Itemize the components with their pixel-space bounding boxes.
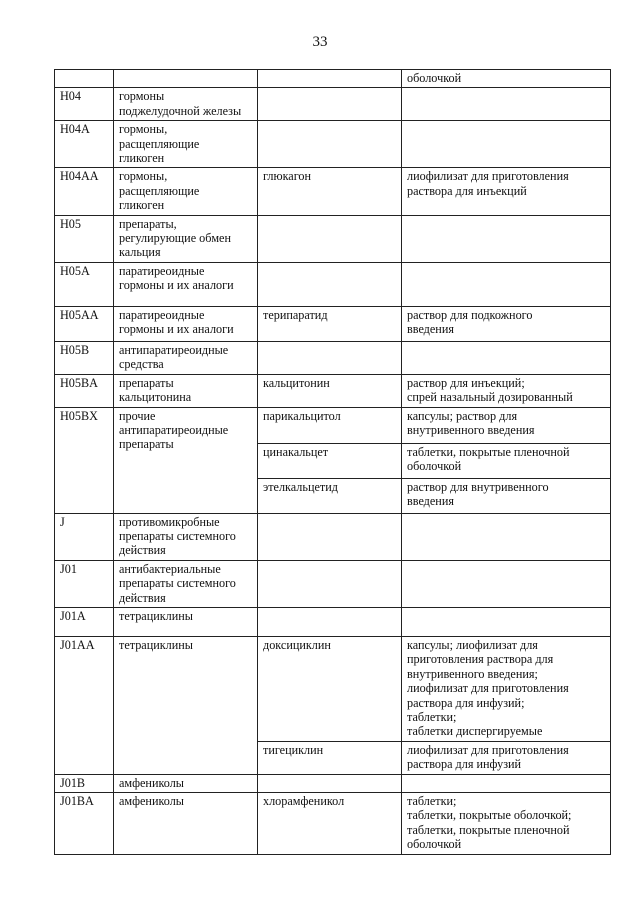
table-row — [55, 262, 611, 306]
atc-code-cell — [55, 70, 114, 88]
atc-group-cell: амфениколы — [114, 774, 258, 792]
atc-group-cell: гормоны поджелудочной железы — [114, 88, 258, 121]
drug-name-cell: терипаратид — [258, 306, 402, 341]
atc-group-cell: гормоны, расщепляющие гликоген — [114, 121, 258, 168]
atc-code-cell: J01B — [55, 774, 114, 792]
drug-name-cell — [258, 262, 402, 306]
drug-name-cell — [258, 607, 402, 636]
drug-name-cell — [258, 215, 402, 262]
table-row — [55, 793, 611, 855]
atc-code-cell: J01A — [55, 607, 114, 636]
dosage-form-cell: таблетки; таблетки, покрытые оболочкой; таблетки, покрытые пленочной оболочкой — [402, 793, 611, 855]
table-row — [55, 607, 611, 636]
atc-code-cell: H04 — [55, 88, 114, 121]
atc-code-cell: H05A — [55, 262, 114, 306]
drug-name-cell: хлорамфеникол — [258, 793, 402, 855]
table-row — [55, 121, 611, 168]
drug-name-cell: доксициклин — [258, 636, 402, 741]
dosage-form-cell: капсулы; лиофилизат для приготовления раствора для внутривенного введения; лиофилизат для приготовления раствора для инфузий; таблетки; таблетки диспергируемые — [402, 636, 611, 741]
dosage-form-cell — [402, 774, 611, 792]
dosage-form-cell: раствор для инъекций; спрей назальный дозированный — [402, 374, 611, 407]
atc-code-cell: J01 — [55, 560, 114, 607]
table-row — [55, 306, 611, 341]
atc-code-cell: H05AA — [55, 306, 114, 341]
atc-group-cell: прочие антипаратиреоидные препараты — [114, 407, 258, 513]
dosage-form-cell — [402, 607, 611, 636]
dosage-form-cell: лиофилизат для приготовления раствора для инъекций — [402, 168, 611, 215]
drug-name-cell — [258, 121, 402, 168]
drug-name-cell: кальцитонин — [258, 374, 402, 407]
page-number: 33 — [312, 34, 328, 50]
table-row — [55, 407, 611, 443]
table-row — [55, 774, 611, 792]
atc-group-cell: препараты кальцитонина — [114, 374, 258, 407]
dosage-form-cell — [402, 121, 611, 168]
dosage-form-cell: таблетки, покрытые пленочной оболочкой — [402, 443, 611, 478]
atc-group-cell: препараты, регулирующие обмен кальция — [114, 215, 258, 262]
drug-table — [54, 69, 611, 855]
atc-code-cell: H05B — [55, 341, 114, 374]
dosage-form-cell — [402, 341, 611, 374]
table-row — [55, 513, 611, 560]
table-row — [55, 560, 611, 607]
drug-name-cell — [258, 774, 402, 792]
drug-name-cell — [258, 70, 402, 88]
table-row — [55, 70, 611, 88]
atc-code-cell: H05 — [55, 215, 114, 262]
table-row — [55, 341, 611, 374]
atc-group-cell: паратиреоидные гормоны и их аналоги — [114, 262, 258, 306]
table-row — [55, 215, 611, 262]
dosage-form-cell — [402, 560, 611, 607]
drug-name-cell: цинакальцет — [258, 443, 402, 478]
table-row — [55, 636, 611, 741]
atc-code-cell: J — [55, 513, 114, 560]
atc-group-cell: тетрациклины — [114, 607, 258, 636]
dosage-form-cell: оболочкой — [402, 70, 611, 88]
dosage-form-cell — [402, 262, 611, 306]
table-row — [55, 374, 611, 407]
drug-name-cell — [258, 513, 402, 560]
drug-name-cell: парикальцитол — [258, 407, 402, 443]
drug-name-cell: тигециклин — [258, 741, 402, 774]
drug-name-cell — [258, 88, 402, 121]
atc-code-cell: H05BX — [55, 407, 114, 513]
dosage-form-cell — [402, 215, 611, 262]
atc-code-cell: H05BA — [55, 374, 114, 407]
atc-group-cell: антибактериальные препараты системного действия — [114, 560, 258, 607]
drug-name-cell: глюкагон — [258, 168, 402, 215]
dosage-form-cell — [402, 88, 611, 121]
dosage-form-cell: лиофилизат для приготовления раствора для инфузий — [402, 741, 611, 774]
atc-code-cell: J01AA — [55, 636, 114, 774]
atc-code-cell: H04A — [55, 121, 114, 168]
table-row — [55, 88, 611, 121]
dosage-form-cell: капсулы; раствор для внутривенного введения — [402, 407, 611, 443]
drug-name-cell — [258, 560, 402, 607]
dosage-form-cell — [402, 513, 611, 560]
atc-group-cell: амфениколы — [114, 793, 258, 855]
atc-group-cell: противомикробные препараты системного действия — [114, 513, 258, 560]
atc-code-cell: H04AA — [55, 168, 114, 215]
table-row — [55, 168, 611, 215]
atc-code-cell: J01BA — [55, 793, 114, 855]
atc-group-cell: антипаратиреоидные средства — [114, 341, 258, 374]
atc-group-cell: тетрациклины — [114, 636, 258, 774]
dosage-form-cell: раствор для подкожного введения — [402, 306, 611, 341]
drug-name-cell: этелкальцетид — [258, 478, 402, 513]
atc-group-cell: гормоны, расщепляющие гликоген — [114, 168, 258, 215]
atc-group-cell: паратиреоидные гормоны и их аналоги — [114, 306, 258, 341]
drug-name-cell — [258, 341, 402, 374]
atc-group-cell — [114, 70, 258, 88]
dosage-form-cell: раствор для внутривенного введения — [402, 478, 611, 513]
